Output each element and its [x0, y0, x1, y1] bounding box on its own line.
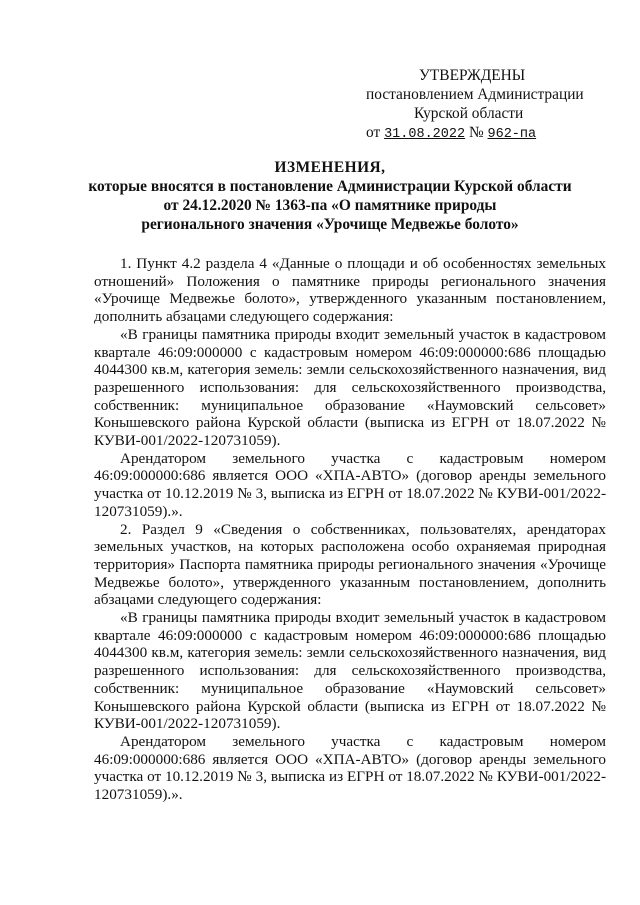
paragraph-1: 1. Пункт 4.2 раздела 4 «Данные о площади и об особенностях земельных отношений» Положения о памятнике природы регионального значения «Урочище Медвежье болото», утвержденного указанным постановлением, дополнить абзацами следующего содержания:	[94, 255, 606, 326]
title-line-1: ИЗМЕНЕНИЯ,	[274, 159, 386, 176]
approval-heading: УТВЕРЖДЕНЫ	[419, 67, 526, 84]
paragraph-4: 2. Раздел 9 «Сведения о собственниках, пользователях, арендаторах земельных участков, на которых расположена особо охраняемая природная территория» Паспорта памятника природы регионального значения «Урочище Медвежье болото», утвержденного указанным постановлением, дополнить абзацами следующего содержания:	[94, 520, 606, 609]
document-title	[60, 158, 600, 234]
title-line-2: которые вносятся в постановление Администрации Курской области	[88, 178, 572, 195]
from-label: от	[366, 124, 381, 141]
paragraph-2: «В границы памятника природы входит земельный участок в кадастровом квартале 46:09:000000 с кадастровым номером 46:09:000000:686 площадью 4044300 кв.м, категория земель: земли сельскохозяйственного назначения, вид разрешенного использования: для сельскохозяйственного производства, собственник: муниципальное образование «Наумовский сельсовет» Конышевского района Курской области (выписка из ЕГРН от 18.07.2022 № КУВИ-001/2022-120731059).	[94, 325, 606, 450]
approval-date: 31.08.2022	[384, 127, 466, 142]
document-body	[94, 255, 606, 804]
title-line-4: регионального значения «Урочище Медвежье болото»	[141, 216, 519, 233]
paragraph-5: «В границы памятника природы входит земельный участок в кадастровом квартале 46:09:000000 с кадастровым номером 46:09:000000:686 площадью 4044300 кв.м, категория земель: земли сельскохозяйственного назначения, вид разрешенного использования: для сельскохозяйственного производства, собственник: муниципальное образование «Наумовский сельсовет» Конышевского района Курской области (выписка из ЕГРН от 18.07.2022 № КУВИ-001/2022-120731059).	[94, 609, 606, 733]
approval-issuer: постановлением Администрации	[366, 86, 584, 103]
number-label: №	[468, 124, 484, 141]
approval-region: Курской области	[414, 105, 524, 122]
approval-number: 962-па	[487, 127, 537, 142]
approval-block	[366, 66, 596, 144]
approval-date-line	[366, 123, 596, 144]
title-line-3: от 24.12.2020 № 1363-па «О памятнике природы	[163, 197, 497, 214]
paragraph-3: Арендатором земельного участка с кадастровым номером 46:09:000000:686 является ООО «ХПА-АВТО» (договор аренды земельного участка от 10.12.2019 № 3, выписка из ЕГРН от 18.07.2022 № КУВИ-001/2022-120731059).».	[94, 449, 606, 520]
paragraph-6: Арендатором земельного участка с кадастровым номером 46:09:000000:686 является ООО «ХПА-АВТО» (договор аренды земельного участка от 10.12.2019 № 3, выписка из ЕГРН от 18.07.2022 № КУВИ-001/2022-120731059).».	[94, 732, 606, 804]
